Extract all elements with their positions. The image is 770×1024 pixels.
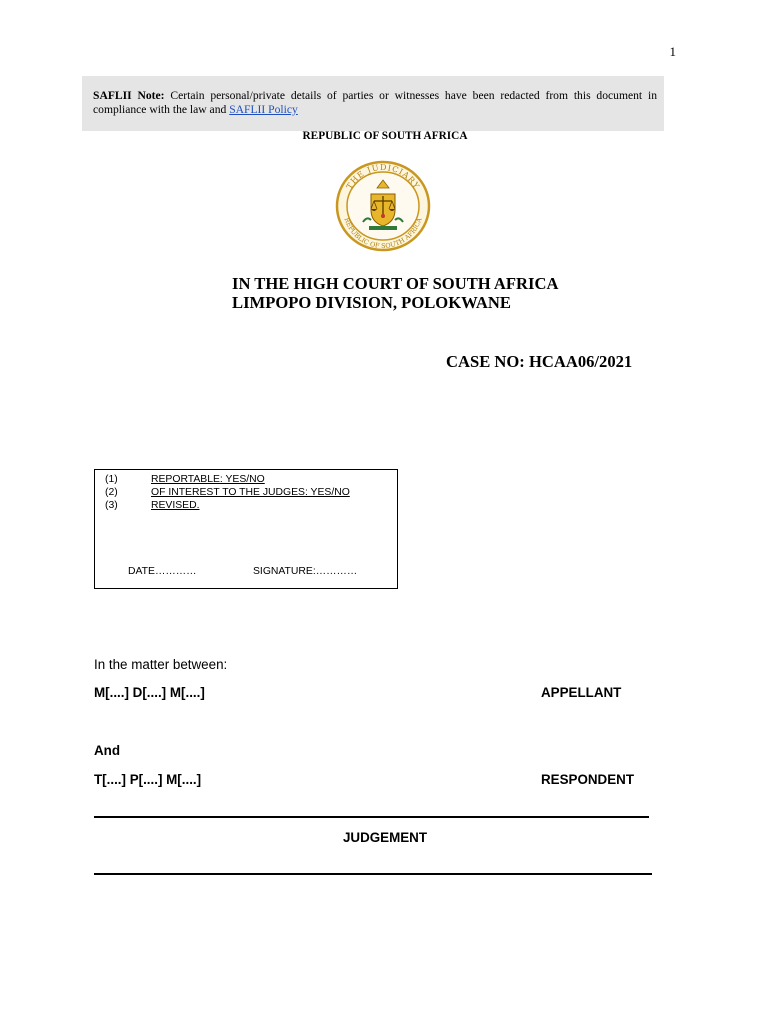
seal-bottom-text: REPUBLIC OF SOUTH AFRICA (342, 216, 424, 251)
republic-heading: REPUBLIC OF SOUTH AFRICA (302, 130, 468, 142)
report-item (105, 487, 350, 498)
judgement-heading: JUDGEMENT (342, 830, 428, 845)
case-number: CASE NO: HCAA06/2021 (446, 352, 633, 371)
respondent-role: RESPONDENT (541, 772, 635, 787)
note-text: Certain personal/private details of parties or witnesses have been redacted from this document in compliance with the law and (93, 89, 657, 116)
report-item (105, 474, 265, 485)
court-line-1: IN THE HIGH COURT OF SOUTH AFRICA (232, 274, 559, 293)
judiciary-seal-icon (333, 160, 433, 252)
divider-bottom (94, 873, 652, 875)
signature-field: SIGNATURE:………… (253, 566, 358, 577)
report-item (105, 500, 200, 511)
report-item-text: REVISED. (151, 500, 200, 511)
appellant-name: M[....] D[....] M[....] (94, 685, 205, 700)
appellant-role: APPELLANT (541, 685, 622, 700)
report-item-text: OF INTEREST TO THE JUDGES: YES/NO (151, 487, 350, 498)
court-title (232, 274, 558, 312)
respondent-name: T[....] P[....] M[....] (94, 772, 202, 787)
report-item-number: (1) (105, 474, 118, 485)
divider-top (94, 816, 649, 818)
page-number: 1 (669, 44, 676, 59)
saflii-note (82, 76, 664, 131)
saflii-policy-link[interactable]: SAFLII Policy (229, 103, 298, 116)
date-field: DATE………… (128, 566, 197, 577)
report-item-text: REPORTABLE: YES/NO (151, 474, 265, 485)
report-item-number: (2) (105, 487, 118, 498)
report-item-number: (3) (105, 500, 118, 511)
reportable-box (94, 469, 398, 589)
court-line-2: LIMPOPO DIVISION, POLOKWANE (232, 293, 511, 312)
note-label: SAFLII Note: (93, 89, 165, 102)
and-separator: And (94, 743, 121, 758)
matter-intro: In the matter between: (94, 657, 228, 672)
seal-top-text: THE JUDICIARY (344, 162, 422, 191)
